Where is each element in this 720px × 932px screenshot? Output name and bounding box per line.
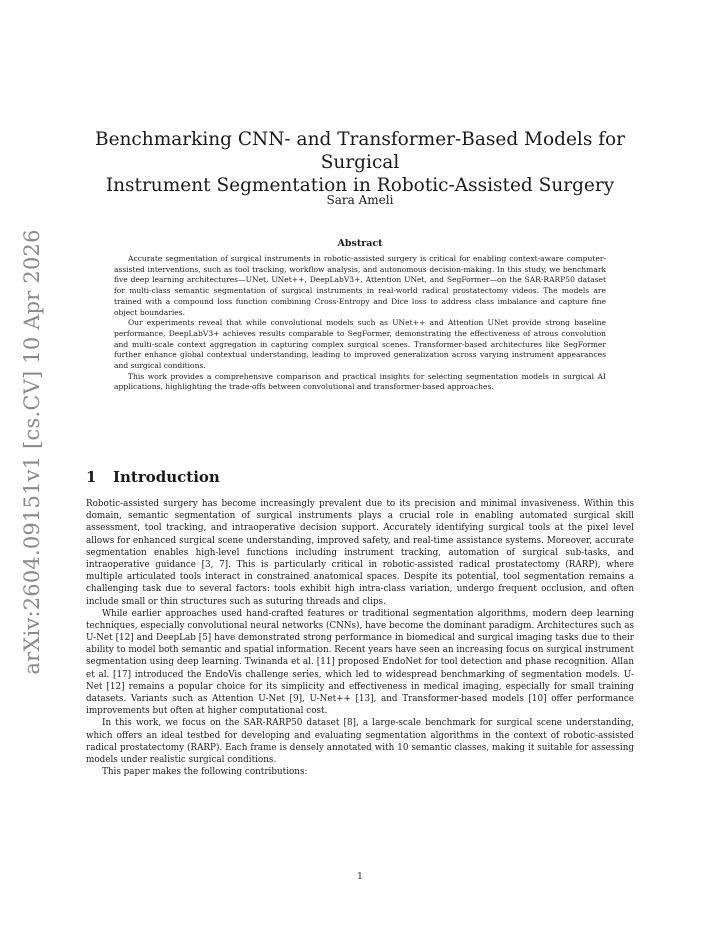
body-paragraph: Robotic-assisted surgery has become increasingly prevalent due to its precision and minimal invasiveness. Within this domain, semantic segmentation of surgical instruments plays a crucial role in enabling automated surgical skill assessment, tool tracking, and intraoperative decision support. Accurately identifying surgical tools at the pixel level allows for enhanced surgical scene understanding, improved safety, and real-time assistance systems. Moreover, accurate segmentation enables high-level functions including instrument tracking, automation of surgical sub-tasks, and intraoperative guidance [3, 7]. This is particularly critical in robotic-assisted radical prostatectomy (RARP), where multiple articulated tools interact in constrained anatomical spaces. Despite its potential, tool segmentation remains a challenging task due to several factors: tools exhibit high intra-class variation, undergo frequent occlusion, and often include small or thin structures such as suturing threads and clips.: [86, 499, 634, 607]
page-number: 1: [357, 872, 363, 882]
abstract-paragraph: Our experiments reveal that while convolutional models such as UNet++ and Attention UNet provide strong baseline performance, DeepLabV3+ achieves results comparable to SegFormer, demonstrating the effectiveness of atrous convolution and multi-scale context aggregation in capturing complex surgical scenes. Transformer-based architectures like SegFormer further enhance global contextual understanding, leading to improved generalization across varying instrument appearances and surgical conditions.: [114, 318, 606, 371]
abstract-paragraph: Accurate segmentation of surgical instruments in robotic-assisted surgery is critical for enabling context-aware computer-assisted interventions, such as tool tracking, workflow analysis, and autonomous decision-making. In this study, we benchmark five deep learning architectures—UNet, UNet++, DeepLabV3+, Attention UNet, and SegFormer—on the SAR-RARP50 dataset for multi-class semantic segmentation of surgical instruments in real-world radical prostatectomy videos. The models are trained with a compound loss function combining Cross-Entropy and Dice loss to address class imbalance and capture fine object boundaries.: [114, 254, 606, 317]
section-heading: [86, 468, 220, 486]
body-paragraph: While earlier approaches used hand-crafted features or traditional segmentation algorithms, modern deep learning techniques, especially convolutional neural networks (CNNs), have become the dominant paradigm. Architectures such as U-Net [12] and DeepLab [5] have demonstrated strong performance in biomedical and surgical imaging tasks due to their ability to model both semantic and spatial information. Recent years have seen an increasing focus on surgical instrument segmentation using deep learning. Twinanda et al. [11] proposed EndoNet for tool detection and phase recognition. Allan et al. [17] introduced the EndoVis challenge series, which led to widespread benchmarking of segmentation models. U-Net [12] remains a popular choice for its simplicity and effectiveness in medical imaging, especially for small training datasets. Variants such as Attention U-Net [9], U-Net++ [13], and Transformer-based models [10] offer performance improvements but often at higher computational cost.: [86, 608, 634, 717]
abstract-paragraph: This work provides a comprehensive comparison and practical insights for selecting segmentation models in surgical AI applications, highlighting the trade-offs between convolutional and transformer-based approaches.: [114, 371, 606, 392]
section-title: Introduction: [113, 468, 220, 486]
section-body: [86, 498, 634, 778]
paper-title-line: Benchmarking CNN- and Transformer-Based Models for Surgical: [94, 129, 626, 173]
abstract-body: [114, 254, 606, 393]
paper-title: [80, 128, 640, 197]
body-paragraph: In this work, we focus on the SAR-RARP50 dataset [8], a large-scale benchmark for surgical scene understanding, which offers an ideal testbed for developing and evaluating segmentation algorithms in the context of robotic-assisted radical prostatectomy (RARP). Each frame is densely annotated with 10 semantic classes, making it suitable for assessing models under realistic surgical conditions.: [86, 718, 634, 765]
author-name: Sara Ameli: [326, 193, 394, 207]
body-paragraph: This paper makes the following contributions:: [102, 767, 308, 778]
abstract-heading: Abstract: [337, 238, 383, 249]
paper-title-line: Instrument Segmentation in Robotic-Assisted Surgery: [105, 175, 615, 196]
arxiv-identifier-text: arXiv:2604.09151v1 [cs.CV] 10 Apr 2026: [20, 229, 44, 675]
arxiv-identifier-stamp: [6, 229, 58, 675]
section-number: 1: [86, 468, 97, 486]
